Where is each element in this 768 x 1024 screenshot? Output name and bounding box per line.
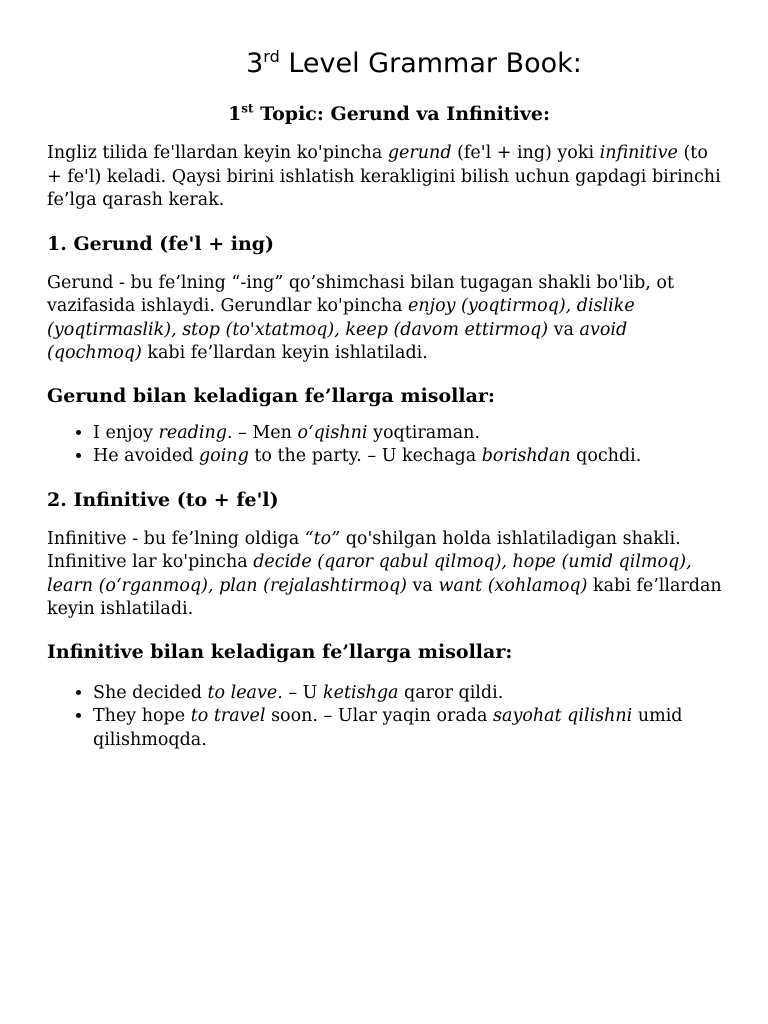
title-ordinal: rd [263, 47, 280, 66]
example-text: umid qilishmoqda. [93, 706, 683, 750]
document-body [47, 142, 727, 752]
intro-term-gerund: gerund [387, 143, 452, 163]
example-text: He avoided [93, 446, 199, 466]
example-emphasis: o‘qishni [297, 422, 368, 443]
example-emphasis: reading. [158, 422, 233, 443]
intro-text-2: (fe'l + ing) yoki [451, 143, 600, 163]
list-item [93, 705, 727, 752]
gerund-verbs-2: avoid (qochmoq) [47, 319, 628, 363]
title-text: Level Grammar Book: [279, 48, 582, 79]
gerund-heading: 1. Gerund (fe'l + ing) [47, 232, 275, 255]
list-item [93, 422, 727, 446]
infinitive-text-1: Infinitive - bu fe’lning oldiga [47, 528, 305, 549]
example-emphasis: sayohat qilishni [493, 706, 633, 726]
infinitive-term-to: “to” [304, 528, 341, 549]
example-emphasis: borishdan [481, 446, 571, 466]
topic-heading [0, 103, 768, 125]
gerund-text-2: va [548, 319, 580, 340]
intro-text-1: Ingliz tilida fe'llardan keyin ko'pincha [47, 143, 388, 163]
infinitive-examples-list [47, 682, 727, 753]
example-text: soon. – Ular yaqin orada [265, 706, 494, 726]
example-emphasis: to leave. [207, 682, 283, 703]
infinitive-text-3: va [406, 575, 439, 596]
gerund-examples-heading: Gerund bilan keladigan fe’llarga misollar: [47, 384, 495, 407]
example-text: yoqtiraman. [367, 422, 481, 443]
example-emphasis: ketishga [322, 682, 399, 703]
infinitive-text-2: qo'shilgan holda ishlatiladigan shakli. Infinitive lar ko'pincha [47, 528, 681, 572]
intro-text-3: (to + fe'l) keladi. Qaysi birini ishlatish kerakligini bilish uchun gapdagi birinchi fe’lga qarash kerak. [47, 143, 721, 210]
gerund-text-1: Gerund - bu fe’lning “-ing” qo’shimchasi bilan tugagan shakli bo'lib, ot vazifasida ishlaydi. Gerundlar ko'pincha [47, 272, 675, 316]
example-emphasis: going [198, 446, 249, 466]
example-text: – U [282, 682, 323, 703]
infinitive-text-4: kabi fe’llardan keyin ishlatiladi. [47, 575, 722, 619]
example-text: to the party. – U kechaga [248, 446, 482, 466]
infinitive-verbs-1: decide (qaror qabul qilmoq), hope (umid qilmoq), learn (o‘rganmoq), plan (rejalashtirmoq) [47, 552, 692, 596]
gerund-verbs-1: enjoy (yoqtirmoq), dislike (yoqtirmaslik), stop (to'xtatmoq), keep (davom ettirmoq) [47, 296, 635, 340]
intro-paragraph [47, 142, 727, 213]
infinitive-paragraph [47, 528, 727, 622]
infinitive-heading: 2. Infinitive (to + fe'l) [47, 488, 279, 511]
example-text: She decided [93, 682, 208, 703]
gerund-text-3: kabi fe’llardan keyin ishlatiladi. [141, 343, 428, 363]
topic-number: 1 [228, 103, 242, 125]
list-item [93, 445, 727, 469]
infinitive-examples-heading: Infinitive bilan keladigan fe’llarga misollar: [47, 640, 513, 663]
page-title [0, 48, 768, 79]
infinitive-verbs-2: want (xohlamoq) [438, 575, 588, 596]
gerund-paragraph [47, 272, 727, 366]
example-emphasis: to travel [190, 706, 266, 726]
topic-text: Topic: Gerund va Infinitive: [253, 103, 550, 125]
topic-ordinal: st [241, 101, 254, 116]
example-text: qaror qildi. [398, 682, 504, 703]
title-number: 3 [246, 48, 264, 79]
example-text: They hope [93, 706, 191, 726]
list-item [93, 682, 727, 706]
example-text: qochdi. [570, 446, 642, 466]
example-text: – Men [232, 422, 298, 443]
gerund-examples-list [47, 422, 727, 469]
intro-term-infinitive: infinitive [599, 143, 678, 163]
example-text: I enjoy [93, 422, 159, 443]
